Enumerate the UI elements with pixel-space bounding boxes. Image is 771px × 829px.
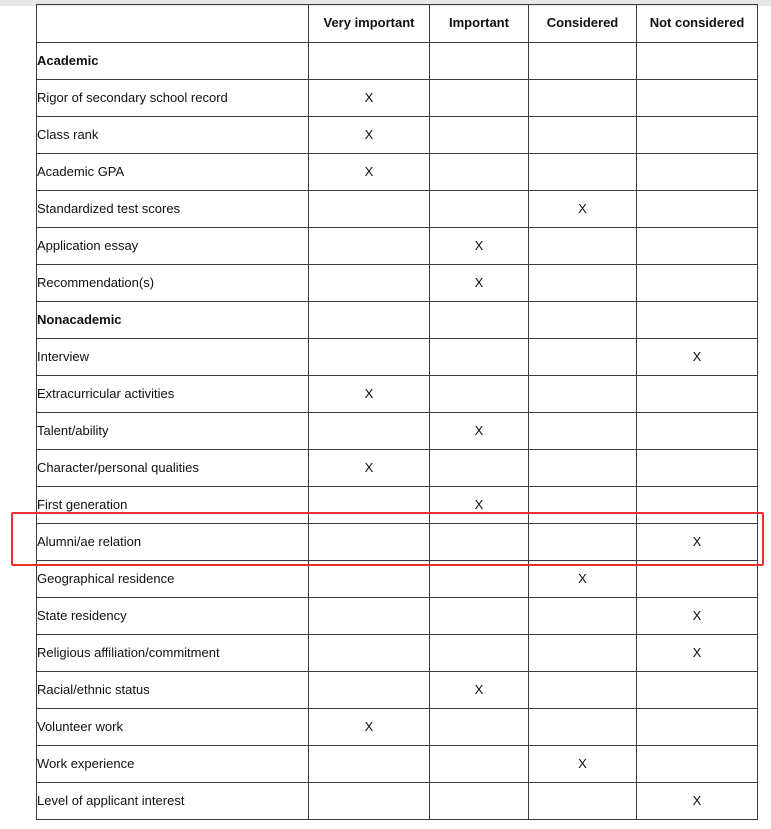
mark-important: X [430,672,529,709]
factor-label: Interview [37,339,309,376]
mark-not-considered [637,43,758,80]
table-row [37,376,758,413]
mark-very-important [309,746,430,783]
mark-very-important: X [309,154,430,191]
table-row [37,117,758,154]
mark-not-considered [637,80,758,117]
section-row [37,302,758,339]
mark-considered: X [529,746,637,783]
section-heading: Nonacademic [37,302,309,339]
table-row [37,80,758,117]
mark-very-important [309,339,430,376]
table-row [37,672,758,709]
mark-very-important [309,302,430,339]
mark-considered [529,228,637,265]
mark-very-important [309,43,430,80]
table-row [37,265,758,302]
mark-considered [529,598,637,635]
mark-important [430,80,529,117]
header-row [37,5,758,43]
mark-important [430,561,529,598]
mark-not-considered [637,265,758,302]
factor-label: Standardized test scores [37,191,309,228]
section-heading: Academic [37,43,309,80]
mark-important [430,154,529,191]
table-row [37,709,758,746]
mark-considered: X [529,561,637,598]
table-row [37,746,758,783]
mark-important [430,191,529,228]
mark-important: X [430,265,529,302]
mark-very-important [309,672,430,709]
admission-factors-table [36,4,758,820]
factor-label: Character/personal qualities [37,450,309,487]
factor-label: Religious affiliation/commitment [37,635,309,672]
factor-label: Talent/ability [37,413,309,450]
mark-considered [529,302,637,339]
mark-not-considered: X [637,783,758,820]
mark-not-considered: X [637,635,758,672]
mark-not-considered: X [637,598,758,635]
factor-label: Racial/ethnic status [37,672,309,709]
mark-not-considered [637,154,758,191]
mark-very-important [309,524,430,561]
mark-considered [529,672,637,709]
mark-important: X [430,487,529,524]
factor-label: Work experience [37,746,309,783]
mark-very-important: X [309,80,430,117]
mark-not-considered [637,191,758,228]
mark-considered [529,450,637,487]
mark-not-considered [637,302,758,339]
mark-considered [529,783,637,820]
table-row [37,524,758,561]
mark-not-considered [637,376,758,413]
section-row [37,43,758,80]
mark-important [430,746,529,783]
mark-important [430,635,529,672]
table-row [37,154,758,191]
mark-very-important [309,228,430,265]
factor-label: First generation [37,487,309,524]
mark-very-important: X [309,709,430,746]
mark-considered: X [529,191,637,228]
mark-not-considered [637,117,758,154]
table-row [37,635,758,672]
factor-label: Application essay [37,228,309,265]
mark-considered [529,413,637,450]
header-very-important: Very important [309,5,430,43]
mark-important [430,302,529,339]
mark-not-considered [637,746,758,783]
mark-important [430,117,529,154]
mark-not-considered [637,413,758,450]
mark-very-important [309,635,430,672]
mark-considered [529,43,637,80]
mark-not-considered [637,450,758,487]
mark-considered [529,524,637,561]
mark-considered [529,339,637,376]
mark-important [430,339,529,376]
mark-important [430,43,529,80]
header-considered: Considered [529,5,637,43]
mark-considered [529,635,637,672]
mark-very-important [309,265,430,302]
mark-very-important [309,191,430,228]
header-not-considered: Not considered [637,5,758,43]
table-row [37,487,758,524]
mark-very-important [309,487,430,524]
mark-considered [529,154,637,191]
mark-very-important: X [309,450,430,487]
table-header [37,5,758,43]
mark-important [430,376,529,413]
factor-label: Alumni/ae relation [37,524,309,561]
table-row [37,598,758,635]
mark-important [430,524,529,561]
mark-not-considered [637,228,758,265]
mark-important [430,783,529,820]
mark-not-considered [637,672,758,709]
mark-not-considered: X [637,524,758,561]
factor-label: Level of applicant interest [37,783,309,820]
mark-not-considered [637,561,758,598]
factor-label: Academic GPA [37,154,309,191]
header-important: Important [430,5,529,43]
mark-not-considered [637,487,758,524]
mark-important: X [430,413,529,450]
header-factor [37,5,309,43]
mark-considered [529,80,637,117]
mark-important [430,709,529,746]
mark-considered [529,709,637,746]
mark-very-important [309,598,430,635]
table-row [37,561,758,598]
mark-very-important [309,413,430,450]
mark-not-considered [637,709,758,746]
mark-very-important [309,783,430,820]
table-row [37,339,758,376]
mark-not-considered: X [637,339,758,376]
mark-very-important: X [309,117,430,154]
table-row [37,413,758,450]
table-row [37,450,758,487]
factor-label: Rigor of secondary school record [37,80,309,117]
mark-considered [529,265,637,302]
mark-very-important [309,561,430,598]
factor-label: Geographical residence [37,561,309,598]
factor-label: Volunteer work [37,709,309,746]
table-body [37,43,758,820]
mark-important: X [430,228,529,265]
table-row [37,783,758,820]
factor-label: Class rank [37,117,309,154]
mark-considered [529,376,637,413]
mark-important [430,598,529,635]
table-row [37,228,758,265]
factor-label: Recommendation(s) [37,265,309,302]
factor-label: Extracurricular activities [37,376,309,413]
mark-very-important: X [309,376,430,413]
factor-label: State residency [37,598,309,635]
table-row [37,191,758,228]
mark-considered [529,487,637,524]
mark-considered [529,117,637,154]
mark-important [430,450,529,487]
